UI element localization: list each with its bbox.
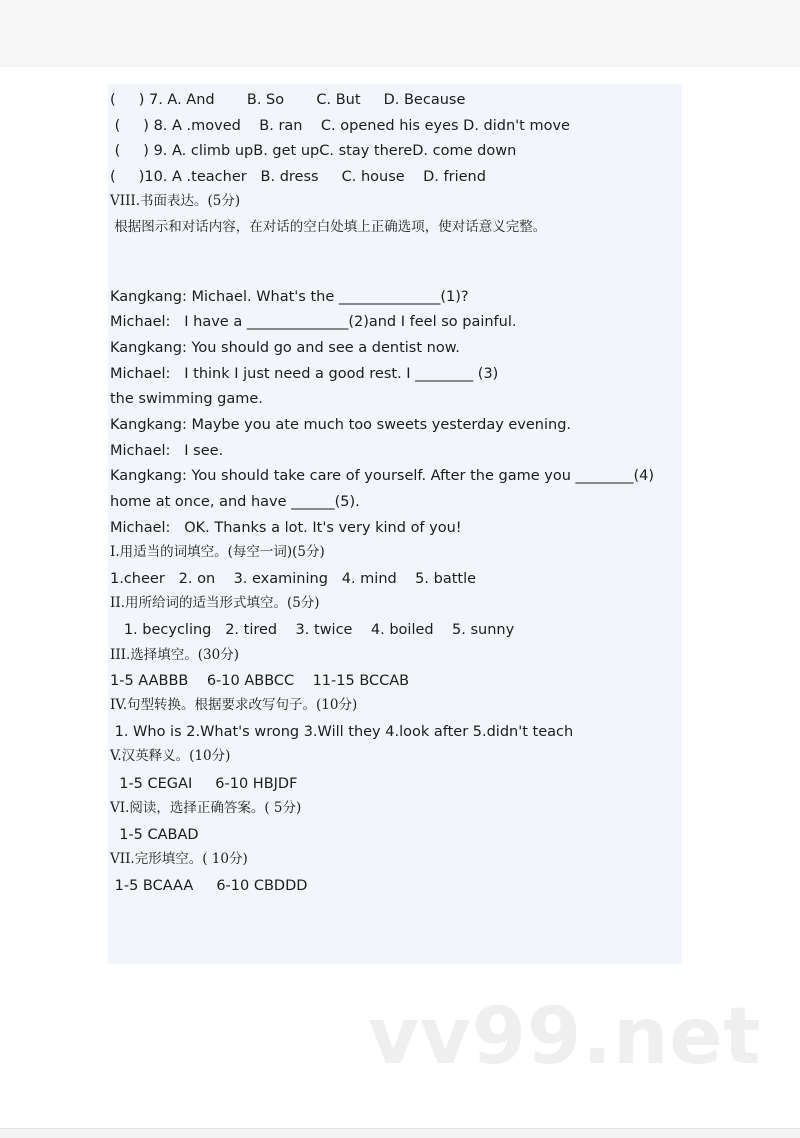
dialogue-line: Michael: I have a ______________(2)and I feel so painful. bbox=[110, 314, 517, 330]
answer-line: 1-5 AABBB 6-10 ABBCC 11-15 BCCAB bbox=[110, 673, 410, 689]
cloze-option-line: ( ) 7. A. And B. So C. But D. Because bbox=[110, 92, 466, 108]
dialogue-line: Michael: OK. Thanks a lot. It's very kind of you! bbox=[110, 520, 462, 536]
cloze-option-line: ( ) 9. A. climb upB. get upC. stay thereD. come down bbox=[110, 143, 517, 159]
watermark-text: vv99.net bbox=[368, 992, 762, 1082]
answer-section-heading: IV.句型转换。根据要求改写句子。(10分) bbox=[110, 697, 358, 713]
dialogue-line: the swimming game. bbox=[110, 391, 263, 407]
answer-section-heading: II.用所给词的适当形式填空。(5分) bbox=[110, 595, 320, 611]
answer-section-heading: I.用适当的词填空。(每空一词)(5分) bbox=[110, 544, 325, 560]
section-instruction: 根据图示和对话内容，在对话的空白处填上正确选项，使对话意义完整。 bbox=[110, 219, 547, 235]
answer-line: 1. Who is 2.What's wrong 3.Will they 4.look after 5.didn't teach bbox=[110, 724, 574, 740]
answer-line: 1-5 CABAD bbox=[110, 827, 199, 843]
answer-line: 1-5 BCAAA 6-10 CBDDD bbox=[110, 878, 308, 894]
dialogue-line: Kangkang: You should go and see a dentist now. bbox=[110, 340, 460, 356]
page-top-strip bbox=[0, 0, 800, 67]
answer-section-heading: V.汉英释义。(10分) bbox=[110, 748, 231, 764]
answer-line: 1. becycling 2. tired 3. twice 4. boiled 5. sunny bbox=[110, 622, 515, 638]
dialogue-line: Kangkang: You should take care of yourself. After the game you ________(4) bbox=[110, 468, 655, 484]
dialogue-line: Michael: I think I just need a good rest. I ________ (3) bbox=[110, 366, 499, 382]
dialogue-line: Kangkang: Maybe you ate much too sweets yesterday evening. bbox=[110, 417, 572, 433]
answer-line: 1.cheer 2. on 3. examining 4. mind 5. battle bbox=[110, 571, 477, 587]
answer-section-heading: III.选择填空。(30分) bbox=[110, 647, 240, 663]
cloze-option-line: ( ) 8. A .moved B. ran C. opened his eyes D. didn't move bbox=[110, 118, 570, 134]
dialogue-line: Michael: I see. bbox=[110, 443, 224, 459]
dialogue-line: home at once, and have ______(5). bbox=[110, 494, 360, 510]
answer-line: 1-5 CEGAI 6-10 HBJDF bbox=[110, 776, 298, 792]
section-heading: VIII.书面表达。(5分) bbox=[110, 193, 241, 209]
cloze-option-line: ( )10. A .teacher B. dress C. house D. friend bbox=[110, 169, 486, 185]
answer-section-heading: VI.阅读，选择正确答案。( 5分) bbox=[110, 800, 302, 816]
dialogue-line: Kangkang: Michael. What's the ______________(1)? bbox=[110, 289, 469, 305]
answer-section-heading: VII.完形填空。( 10分) bbox=[110, 851, 248, 867]
